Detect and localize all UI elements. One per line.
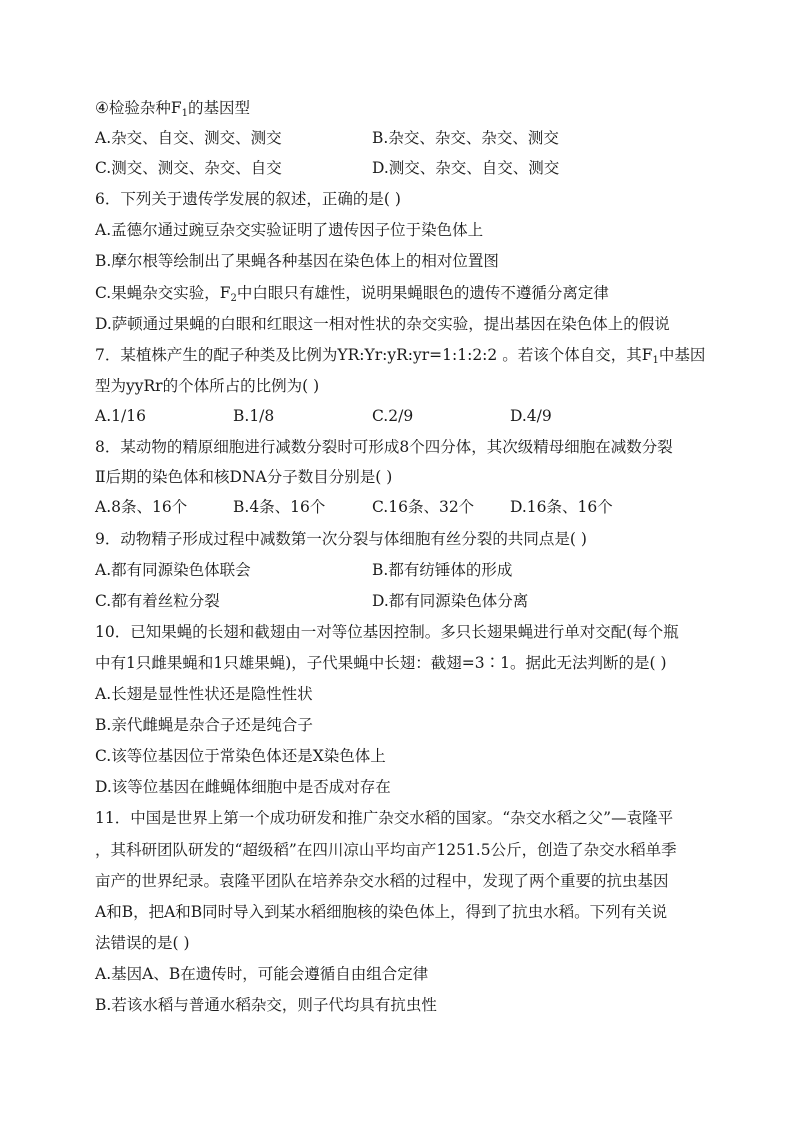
q9-option-d: D.都有同源染色体分离 bbox=[372, 592, 529, 610]
q9-option-c: C.都有着丝粒分裂 bbox=[95, 592, 220, 610]
q7-option-b: B.1/8 bbox=[233, 407, 275, 425]
q9-stem: 9．动物精子形成过程中减数第一次分裂与体细胞有丝分裂的共同点是( ) bbox=[95, 530, 587, 548]
q11-stem-line5: 法错误的是( ) bbox=[95, 934, 190, 952]
q6-option-c: C.果蝇杂交实验，$F_2$中白眼只有雄性，说明果蝇眼色的遗传不遵循分离定律 bbox=[95, 284, 609, 304]
q6-option-b: B.摩尔根等绘制出了果蝇各种基因在染色体上的相对位置图 bbox=[95, 252, 499, 270]
q10-option-a: A.长翅是显性性状还是隐性性状 bbox=[95, 685, 313, 703]
q8-stem-line1: 8．某动物的精原细胞进行减数分裂时可形成8个四分体，其次级精母细胞在减数分裂 bbox=[95, 438, 673, 456]
q10-option-b: B.亲代雌蝇是杂合子还是纯合子 bbox=[95, 716, 313, 734]
q11-stem-line4: A和B，把A和B同时导入到某水稻细胞核的染色体上，得到了抗虫水稻。下列有关说 bbox=[95, 903, 668, 921]
q8-option-b: B.4条、16个 bbox=[233, 498, 326, 516]
q6-option-d: D.萨顿通过果蝇的白眼和红眼这一相对性状的杂交实验，提出基因在染色体上的假说 bbox=[95, 315, 670, 333]
q8-stem-line2: Ⅱ后期的染色体和核DNA分子数目分别是( ) bbox=[95, 468, 393, 486]
q8-option-a: A.8条、16个 bbox=[95, 498, 188, 516]
q7-option-c: C.2/9 bbox=[372, 407, 414, 425]
q10-option-c: C.该等位基因位于常染色体还是X染色体上 bbox=[95, 747, 386, 765]
q5-item-4: ④检验杂种$F_1$的基因型 bbox=[95, 99, 251, 119]
q7-stem-line2: 型为yyRr的个体所占的比例为( ) bbox=[95, 377, 320, 395]
q7-option-d: D.4/9 bbox=[510, 407, 552, 425]
q9-option-b: B.都有纺锤体的形成 bbox=[372, 561, 513, 579]
q6-stem: 6．下列关于遗传学发展的叙述，正确的是( ) bbox=[95, 190, 401, 208]
circled-number: ④ bbox=[95, 99, 109, 117]
q11-stem-line3: 亩产的世界纪录。袁隆平团队在培养杂交水稻的过程中，发现了两个重要的抗虫基因 bbox=[95, 872, 669, 890]
q10-stem-line2: 中有1只雌果蝇和1只雄果蝇)，子代果蝇中长翅：截翅=3∶1。据此无法判断的是( ) bbox=[95, 654, 667, 672]
q10-stem-line1: 10．已知果蝇的长翅和截翅由一对等位基因控制。多只长翅果蝇进行单对交配(每个瓶 bbox=[95, 623, 679, 641]
q11-stem-line1: 11．中国是世界上第一个成功研发和推广杂交水稻的国家。“杂交水稻之父”—袁隆平 bbox=[95, 809, 674, 827]
q11-stem-line2: ，其科研团队研发的“超级稻”在四川凉山平均亩产1251.5公斤，创造了杂交水稻单季 bbox=[95, 841, 677, 859]
q5-option-b: B.杂交、杂交、杂交、测交 bbox=[372, 129, 559, 147]
q5-option-a: A.杂交、自交、测交、测交 bbox=[95, 129, 282, 147]
q10-option-d: D.该等位基因在雌蝇体细胞中是否成对存在 bbox=[95, 778, 391, 796]
q8-option-d: D.16条、16个 bbox=[510, 498, 613, 516]
q8-option-c: C.16条、32个 bbox=[372, 498, 475, 516]
q9-option-a: A.都有同源染色体联会 bbox=[95, 561, 251, 579]
q5-option-c: C.测交、测交、杂交、自交 bbox=[95, 159, 282, 177]
q7-stem-line1: 7．某植株产生的配子种类及比例为YR:Yr:yR:yr=1:1:2:2 。若该个体自交，其$F_1$中基因 bbox=[95, 346, 706, 366]
q5-option-d: D.测交、杂交、自交、测交 bbox=[372, 159, 560, 177]
q6-option-a: A.孟德尔通过豌豆杂交实验证明了遗传因子位于染色体上 bbox=[95, 221, 484, 239]
q11-option-b: B.若该水稻与普通水稻杂交，则子代均具有抗虫性 bbox=[95, 996, 437, 1014]
q11-option-a: A.基因A、B在遗传时，可能会遵循自由组合定律 bbox=[95, 965, 429, 983]
q7-option-a: A.1/16 bbox=[95, 407, 146, 425]
